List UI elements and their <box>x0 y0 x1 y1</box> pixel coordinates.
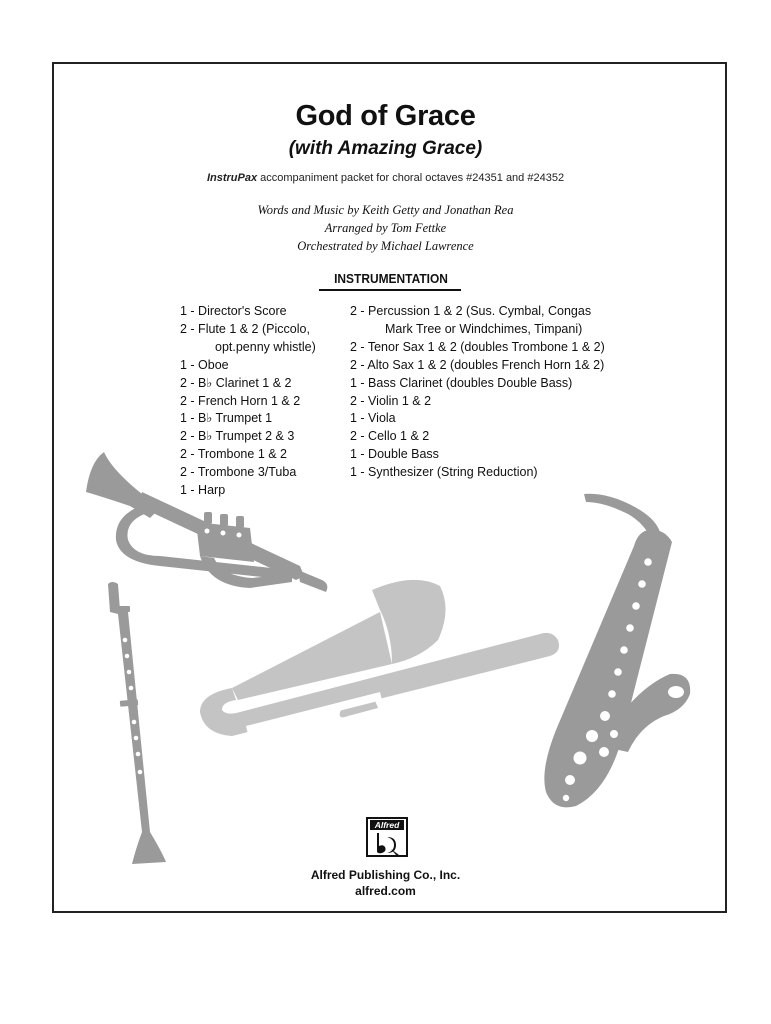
trumpet-icon <box>86 452 327 592</box>
list-item: 1 - Bass Clarinet (doubles Double Bass) <box>350 375 573 390</box>
list-item: 1 - Harp <box>180 483 226 498</box>
saxophone-icon <box>544 494 690 808</box>
page-subtitle: (with Amazing Grace) <box>288 138 483 159</box>
list-item: 1 - Synthesizer (String Reduction) <box>350 465 538 480</box>
packet-brand: InstruPax <box>206 172 258 184</box>
credit-orchestrator: Orchestrated by Michael Lawrence <box>297 239 474 253</box>
list-item: 2 - Percussion 1 & 2 (Sus. Cymbal, Congas <box>350 304 592 318</box>
list-item: 1 - Director's Score <box>180 304 287 318</box>
list-item: 2 - Trombone 1 & 2 <box>180 447 288 462</box>
list-item: 2 - French Horn 1 & 2 <box>180 393 301 408</box>
logo-wordmark: Alfred <box>370 820 404 830</box>
list-item: 2 - B♭ Clarinet 1 & 2 <box>180 375 292 390</box>
publisher-website: alfred.com <box>355 884 416 898</box>
packet-text: accompaniment packet for choral octaves #24351 and #24352 <box>257 172 565 184</box>
page-title: God of Grace <box>295 100 476 132</box>
publisher-logo <box>366 817 408 857</box>
list-item: 2 - Violin 1 & 2 <box>350 393 432 408</box>
list-item: 1 - Viola <box>350 411 396 426</box>
list-item: opt.penny whistle) <box>215 339 316 354</box>
list-item: Mark Tree or Windchimes, Timpani) <box>385 321 583 336</box>
clarinet-icon <box>108 582 166 864</box>
list-item: 2 - Flute 1 & 2 (Piccolo, <box>180 321 310 336</box>
trombone-icon <box>200 580 559 736</box>
list-item: 1 - B♭ Trumpet 1 <box>180 411 273 426</box>
list-item: 2 - Cello 1 & 2 <box>350 429 430 444</box>
credit-words-music: Words and Music by Keith Getty and Jonathan Rea <box>257 203 514 217</box>
list-item: 2 - Trombone 3/Tuba <box>180 465 297 480</box>
credit-arranger: Arranged by Tom Fettke <box>324 221 447 235</box>
list-item: 2 - Tenor Sax 1 & 2 (doubles Trombone 1 & 2) <box>350 339 605 354</box>
list-item: 2 - B♭ Trumpet 2 & 3 <box>180 429 295 444</box>
list-item: 1 - Double Bass <box>350 447 439 462</box>
music-note-logo-icon <box>373 831 401 855</box>
publisher-name: Alfred Publishing Co., Inc. <box>310 868 461 882</box>
instrumentation-heading: INSTRUMENTATION <box>334 271 448 286</box>
list-item: 1 - Oboe <box>180 357 229 372</box>
list-item: 2 - Alto Sax 1 & 2 (doubles French Horn 1& 2) <box>350 357 605 372</box>
